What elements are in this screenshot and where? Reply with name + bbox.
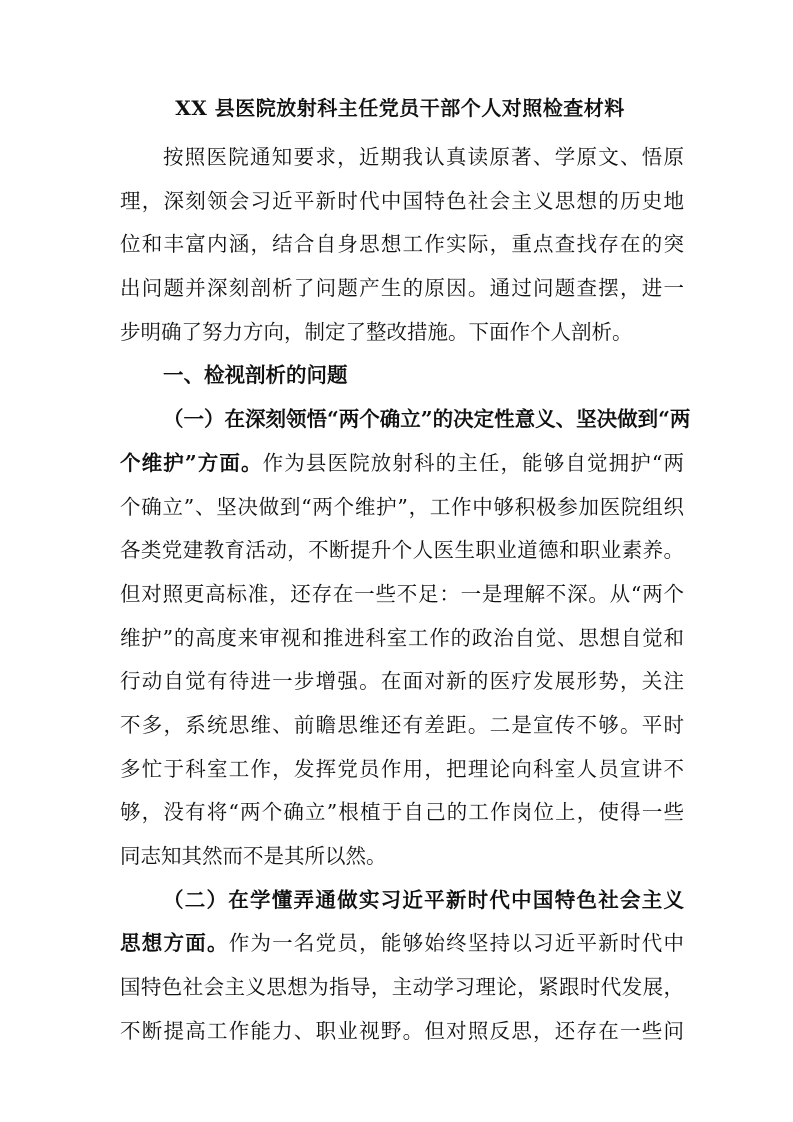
line-text: 行动自觉有待进一步增强。在面对新的医疗发展形势，关注 <box>120 669 684 694</box>
paragraph-line <box>120 223 684 267</box>
subheading-text: 思想方面。 <box>120 931 229 956</box>
paragraph-line <box>120 573 684 617</box>
paragraph-line <box>120 617 684 661</box>
line-text: 步明确了努力方向，制定了整改措施。下面作个人剖析。 <box>120 319 633 344</box>
line-text: 各类党建教育活动，不断提升个人医生职业道德和职业素养。 <box>120 538 684 563</box>
line-text: 多忙于科室工作，发挥党员作用，把理论向科室人员宣讲不 <box>120 756 684 781</box>
line-text: 不多，系统思维、前瞻思维还有差距。二是宣传不够。平时 <box>120 712 684 737</box>
paragraph-line <box>120 442 684 486</box>
paragraph-line <box>120 835 684 879</box>
document-title: XX 县医院放射科主任党员干部个人对照检查材料 <box>175 96 625 120</box>
paragraph-line <box>120 1010 684 1054</box>
line-text: 作为县医院放射科的主任，能够自觉拥护“两 <box>262 450 685 475</box>
paragraph-line <box>120 922 684 966</box>
subheading-text: （一）在深刻领悟“两个确立”的决定性意义、坚决做到“两 <box>163 407 691 432</box>
paragraph-line <box>120 879 684 923</box>
paragraph-line <box>120 311 684 355</box>
line-text: 不断提高工作能力、职业视野。但对照反思，还存在一些问 <box>120 1018 684 1043</box>
line-text: 出问题并深刻剖析了问题产生的原因。通过问题查摆，进一 <box>120 276 684 301</box>
paragraph-line <box>120 529 684 573</box>
paragraph-line <box>120 704 684 748</box>
paragraph-line <box>120 136 684 180</box>
paragraph-line <box>120 748 684 792</box>
paragraph-line <box>120 966 684 1010</box>
line-text: 维护”的高度来审视和推进科室工作的政治自觉、思想自觉和 <box>120 625 684 650</box>
subheading-text: （二）在学懂弄通做实习近平新时代中国特色社会主义 <box>163 887 684 912</box>
line-text: 作为一名党员，能够始终坚持以习近平新时代中 <box>228 931 685 956</box>
paragraph-line <box>120 486 684 530</box>
paragraph-line <box>120 791 684 835</box>
line-text: 够，没有将“两个确立”根植于自己的工作岗位上，使得一些 <box>120 800 684 825</box>
line-text: 同志知其然而不是其所以然。 <box>120 844 387 868</box>
document-body <box>120 136 691 1053</box>
line-text: 理，深刻领会习近平新时代中国特色社会主义思想的历史地 <box>120 188 684 213</box>
paragraph-line <box>120 180 684 224</box>
paragraph-line <box>120 398 691 442</box>
line-text: 位和丰富内涵，结合自身思想工作实际，重点查找存在的突 <box>120 232 684 257</box>
line-text: 按照医院通知要求，近期我认真读原著、学原文、悟原 <box>163 145 684 169</box>
paragraph-line <box>120 660 684 704</box>
section-heading <box>120 354 684 398</box>
line-text: 但对照更高标准，还存在一些不足：一是理解不深。从“两个 <box>120 581 684 606</box>
line-text: 国特色社会主义思想为指导，主动学习理论，紧跟时代发展， <box>120 975 684 1000</box>
paragraph-line <box>120 267 684 311</box>
line-text: 个确立”、坚决做到“两个维护”，工作中够积极参加医院组织 <box>120 494 684 519</box>
subheading-text: 个维护”方面。 <box>120 450 263 475</box>
heading-text: 一、检视剖析的问题 <box>163 363 348 388</box>
